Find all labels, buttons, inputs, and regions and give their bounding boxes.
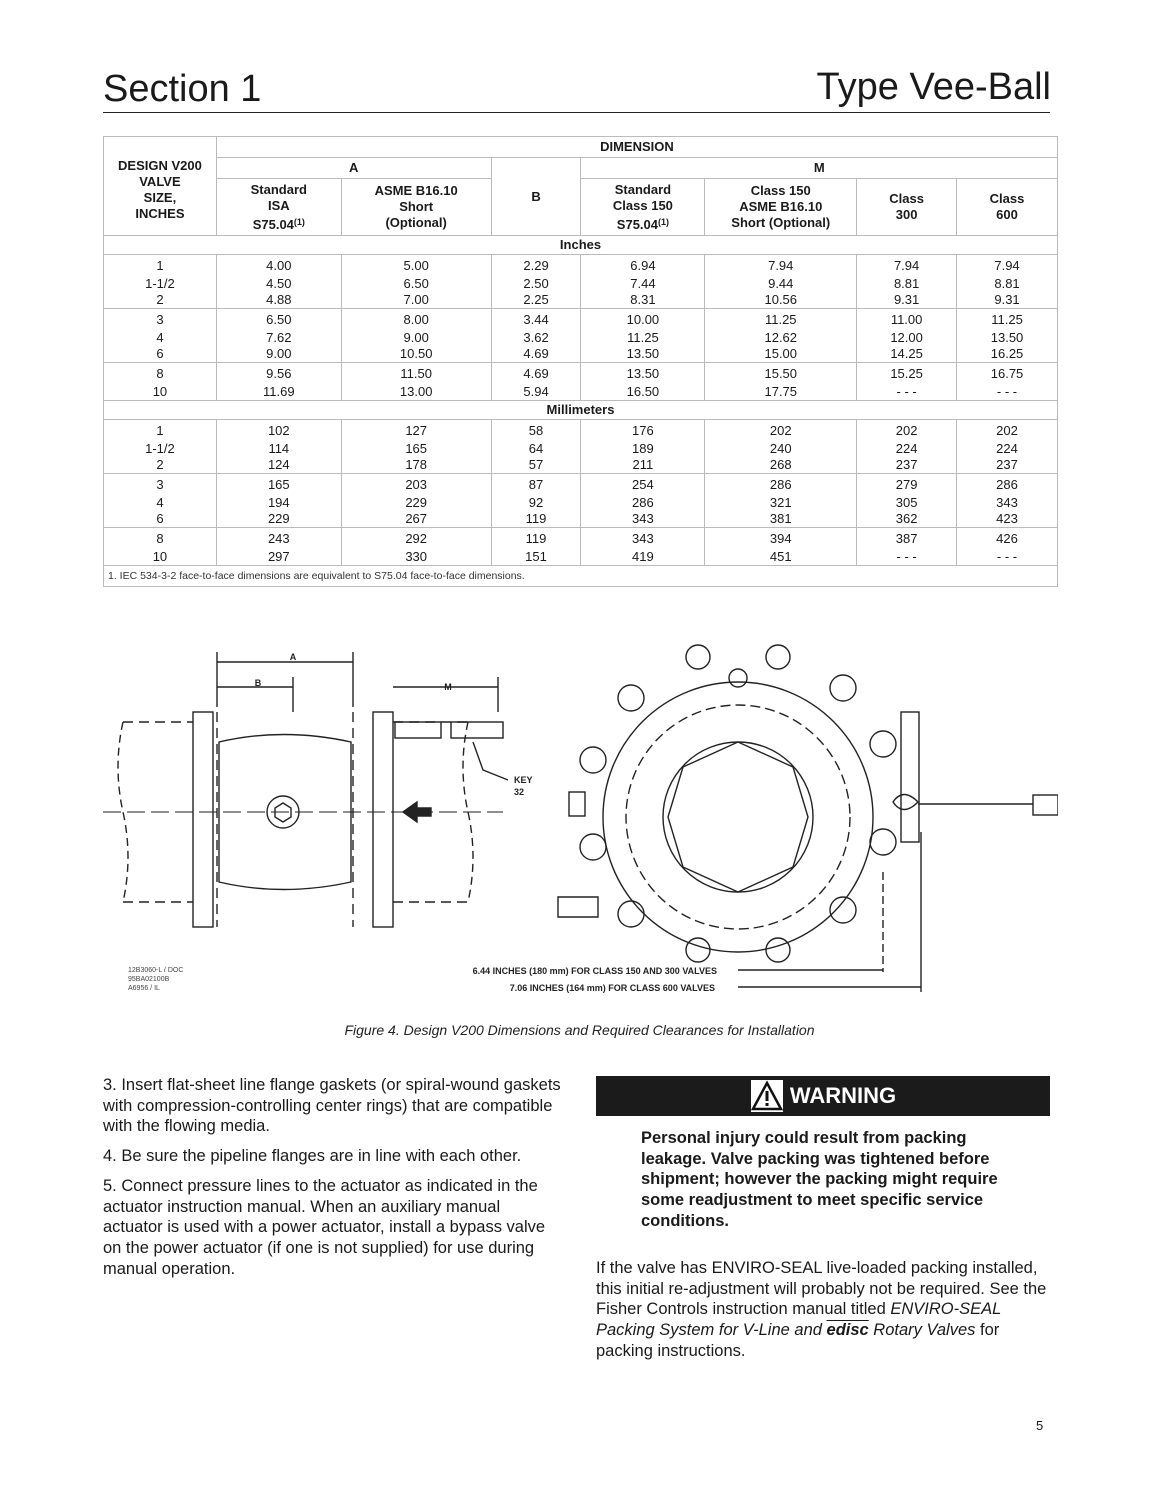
cell-m-150: 394 bbox=[705, 528, 857, 550]
cell-a-asme: 330 bbox=[341, 549, 491, 566]
cell-m-std: 8.31 bbox=[581, 292, 705, 309]
cell-a-asme: 6.50 bbox=[341, 276, 491, 292]
cell-size: 1-1/2 bbox=[104, 441, 217, 457]
step-3: 3. Insert flat-sheet line flange gaskets (or spiral-wound gaskets with compression-controlling center rings) that are compatible with the flowing media. bbox=[103, 1076, 561, 1136]
cell-a-std: 4.00 bbox=[216, 255, 341, 277]
cell-size: 6 bbox=[104, 346, 217, 363]
side-view-drawing bbox=[103, 652, 508, 927]
cell-a-asme: 9.00 bbox=[341, 330, 491, 346]
cell-m-std: 6.94 bbox=[581, 255, 705, 277]
cell-m-std: 254 bbox=[581, 474, 705, 496]
cell-m-600: 9.31 bbox=[957, 292, 1058, 309]
cell-m-600: 224 bbox=[957, 441, 1058, 457]
cell-a-std: 9.56 bbox=[216, 363, 341, 385]
cell-b: 57 bbox=[491, 457, 581, 474]
cell-m-600: 11.25 bbox=[957, 309, 1058, 331]
cell-m-std: 419 bbox=[581, 549, 705, 566]
warning-title: WARNING bbox=[789, 1083, 897, 1108]
cell-m-150: 240 bbox=[705, 441, 857, 457]
cell-m-600: - - - bbox=[957, 384, 1058, 401]
cell-m-600: 237 bbox=[957, 457, 1058, 474]
label-a: A bbox=[289, 652, 297, 662]
drawing-number-1: 12B3060-L / DOC bbox=[128, 967, 184, 974]
cell-size: 10 bbox=[104, 549, 217, 566]
cell-m-300: 12.00 bbox=[857, 330, 957, 346]
cell-b: 2.50 bbox=[491, 276, 581, 292]
cell-m-600: 16.75 bbox=[957, 363, 1058, 385]
cell-m-150: 11.25 bbox=[705, 309, 857, 331]
key-label: KEY bbox=[514, 775, 533, 785]
drawing-number-2: 95BA02100B bbox=[128, 976, 170, 983]
cell-m-150: 15.00 bbox=[705, 346, 857, 363]
table-footnote: 1. IEC 534-3-2 face-to-face dimensions are equivalent to S75.04 face-to-face dimensions. bbox=[104, 566, 1058, 587]
table-row bbox=[104, 276, 1058, 292]
cell-a-std: 4.50 bbox=[216, 276, 341, 292]
cell-m-300: 237 bbox=[857, 457, 957, 474]
cell-size: 3 bbox=[104, 309, 217, 331]
table-row bbox=[104, 511, 1058, 528]
cell-m-std: 343 bbox=[581, 528, 705, 550]
cell-m-std: 211 bbox=[581, 457, 705, 474]
cell-m-150: 7.94 bbox=[705, 255, 857, 277]
cell-m-150: 286 bbox=[705, 474, 857, 496]
table-row bbox=[104, 474, 1058, 496]
cell-b: 151 bbox=[491, 549, 581, 566]
cell-b: 58 bbox=[491, 420, 581, 442]
cell-m-300: 387 bbox=[857, 528, 957, 550]
cell-m-300: 8.81 bbox=[857, 276, 957, 292]
m-std-header: Standard Class 150 S75.04$^{(1)}$ bbox=[581, 179, 705, 236]
cell-size: 2 bbox=[104, 292, 217, 309]
cell-m-300: 362 bbox=[857, 511, 957, 528]
clearance-150-300: 6.44 INCHES (180 mm) FOR CLASS 150 AND 300 VALVES bbox=[472, 966, 717, 976]
cell-a-asme: 292 bbox=[341, 528, 491, 550]
cell-m-std: 11.25 bbox=[581, 330, 705, 346]
cell-size: 10 bbox=[104, 384, 217, 401]
cell-size: 1-1/2 bbox=[104, 276, 217, 292]
table-row bbox=[104, 528, 1058, 550]
warning-body: If the valve has ENVIRO-SEAL live-loaded packing installed, this initial re-adjustment will probably not be required. See the Fisher Controls instruction manual titled ENVIRO-SEAL Packing System for V-Line and edisc Rotary Valves for packing instructions. bbox=[596, 1259, 1047, 1360]
table-row bbox=[104, 346, 1058, 363]
cell-m-300: 202 bbox=[857, 420, 957, 442]
cell-a-std: 11.69 bbox=[216, 384, 341, 401]
figure-caption: Figure 4. Design V200 Dimensions and Required Clearances for Installation bbox=[344, 1022, 815, 1038]
cell-m-300: - - - bbox=[857, 384, 957, 401]
cell-m-std: 10.00 bbox=[581, 309, 705, 331]
table-row bbox=[104, 457, 1058, 474]
cell-m-150: 17.75 bbox=[705, 384, 857, 401]
cell-m-std: 16.50 bbox=[581, 384, 705, 401]
cell-m-150: 202 bbox=[705, 420, 857, 442]
label-b: B bbox=[254, 678, 262, 688]
cell-m-600: 13.50 bbox=[957, 330, 1058, 346]
table-row bbox=[104, 363, 1058, 385]
m-150-header: Class 150 ASME B16.10 Short (Optional) bbox=[705, 179, 857, 236]
warning-triangle-icon bbox=[750, 1079, 784, 1113]
header-rule bbox=[103, 112, 1050, 113]
cell-m-600: 426 bbox=[957, 528, 1058, 550]
end-view-drawing bbox=[558, 645, 1058, 992]
cell-size: 8 bbox=[104, 363, 217, 385]
cell-size: 4 bbox=[104, 330, 217, 346]
cell-a-std: 124 bbox=[216, 457, 341, 474]
cell-m-150: 381 bbox=[705, 511, 857, 528]
table-row bbox=[104, 549, 1058, 566]
cell-m-300: 7.94 bbox=[857, 255, 957, 277]
cell-m-150: 12.62 bbox=[705, 330, 857, 346]
cell-a-asme: 267 bbox=[341, 511, 491, 528]
cell-size: 3 bbox=[104, 474, 217, 496]
cell-b: 2.25 bbox=[491, 292, 581, 309]
cell-m-600: 286 bbox=[957, 474, 1058, 496]
warning-bold-text: Personal injury could result from packing leakage. Valve packing was tightened before shipment; however the packing might require some readjustment to meet specific service conditions. bbox=[641, 1129, 998, 1230]
cell-m-300: 14.25 bbox=[857, 346, 957, 363]
cell-a-asme: 5.00 bbox=[341, 255, 491, 277]
cell-a-asme: 203 bbox=[341, 474, 491, 496]
cell-a-asme: 11.50 bbox=[341, 363, 491, 385]
cell-a-std: 4.88 bbox=[216, 292, 341, 309]
cell-m-300: 11.00 bbox=[857, 309, 957, 331]
cell-a-asme: 165 bbox=[341, 441, 491, 457]
group-a-header: A bbox=[216, 158, 491, 179]
cell-m-std: 13.50 bbox=[581, 363, 705, 385]
step-4: 4. Be sure the pipeline flanges are in line with each other. bbox=[103, 1147, 522, 1166]
cell-m-std: 13.50 bbox=[581, 346, 705, 363]
cell-b: 5.94 bbox=[491, 384, 581, 401]
table-row bbox=[104, 384, 1058, 401]
a-std-header: Standard ISA S75.04$^{(1)}$ bbox=[216, 179, 341, 236]
m-300-header: Class 300 bbox=[857, 179, 957, 236]
cell-m-600: - - - bbox=[957, 549, 1058, 566]
cell-a-std: 114 bbox=[216, 441, 341, 457]
table-row bbox=[104, 495, 1058, 511]
cell-b: 64 bbox=[491, 441, 581, 457]
cell-a-std: 297 bbox=[216, 549, 341, 566]
cell-m-150: 10.56 bbox=[705, 292, 857, 309]
cell-m-300: 15.25 bbox=[857, 363, 957, 385]
cell-b: 119 bbox=[491, 511, 581, 528]
cell-m-std: 343 bbox=[581, 511, 705, 528]
table-row bbox=[104, 330, 1058, 346]
cell-m-600: 343 bbox=[957, 495, 1058, 511]
cell-size: 8 bbox=[104, 528, 217, 550]
cell-b: 92 bbox=[491, 495, 581, 511]
cell-m-150: 268 bbox=[705, 457, 857, 474]
cell-m-600: 202 bbox=[957, 420, 1058, 442]
cell-a-std: 229 bbox=[216, 511, 341, 528]
cell-m-150: 9.44 bbox=[705, 276, 857, 292]
cell-m-600: 423 bbox=[957, 511, 1058, 528]
cell-size: 1 bbox=[104, 255, 217, 277]
cell-m-300: 305 bbox=[857, 495, 957, 511]
m-600-header: Class 600 bbox=[957, 179, 1058, 236]
cell-a-std: 194 bbox=[216, 495, 341, 511]
cell-size: 1 bbox=[104, 420, 217, 442]
a-asme-header: ASME B16.10 Short (Optional) bbox=[341, 179, 491, 236]
cell-a-std: 102 bbox=[216, 420, 341, 442]
dimension-header: DIMENSION bbox=[216, 137, 1057, 158]
cell-a-asme: 8.00 bbox=[341, 309, 491, 331]
cell-a-std: 243 bbox=[216, 528, 341, 550]
cell-m-600: 8.81 bbox=[957, 276, 1058, 292]
cell-m-std: 286 bbox=[581, 495, 705, 511]
cell-m-600: 16.25 bbox=[957, 346, 1058, 363]
table-row bbox=[104, 441, 1058, 457]
inches-section-label: Inches bbox=[104, 236, 1058, 255]
table-row bbox=[104, 309, 1058, 331]
cell-m-std: 189 bbox=[581, 441, 705, 457]
group-m-header: M bbox=[581, 158, 1058, 179]
cell-size: 2 bbox=[104, 457, 217, 474]
table-row bbox=[104, 420, 1058, 442]
cell-m-300: 9.31 bbox=[857, 292, 957, 309]
label-m: M bbox=[444, 682, 452, 692]
header-product: Type Vee-Ball bbox=[816, 66, 1051, 108]
cell-a-std: 9.00 bbox=[216, 346, 341, 363]
cell-size: 4 bbox=[104, 495, 217, 511]
cell-m-std: 176 bbox=[581, 420, 705, 442]
installation-figure bbox=[103, 632, 1058, 1002]
step-5: 5. Connect pressure lines to the actuator as indicated in the actuator instruction manual. When an auxiliary manual actuator is used with a power actuator, install a bypass valve on the power actuator (if one is not supplied) for use during manual operation. bbox=[103, 1176, 546, 1278]
cell-size: 6 bbox=[104, 511, 217, 528]
cell-b: 119 bbox=[491, 528, 581, 550]
cell-a-asme: 10.50 bbox=[341, 346, 491, 363]
mm-section-label: Millimeters bbox=[104, 401, 1058, 420]
cell-a-asme: 7.00 bbox=[341, 292, 491, 309]
cell-a-std: 6.50 bbox=[216, 309, 341, 331]
table-row bbox=[104, 292, 1058, 309]
clearance-600: 7.06 INCHES (164 mm) FOR CLASS 600 VALVES bbox=[509, 983, 715, 993]
cell-a-asme: 229 bbox=[341, 495, 491, 511]
cell-m-300: 279 bbox=[857, 474, 957, 496]
table-row bbox=[104, 255, 1058, 277]
header-section: Section 1 bbox=[103, 68, 262, 110]
cell-m-150: 321 bbox=[705, 495, 857, 511]
cell-a-std: 165 bbox=[216, 474, 341, 496]
cell-m-600: 7.94 bbox=[957, 255, 1058, 277]
design-col-header: DESIGN V200 VALVE SIZE, INCHES bbox=[104, 137, 217, 236]
page-number: 5 bbox=[1036, 1418, 1044, 1433]
cell-b: 4.69 bbox=[491, 363, 581, 385]
cell-b: 3.62 bbox=[491, 330, 581, 346]
b-header: B bbox=[491, 158, 581, 236]
cell-a-asme: 127 bbox=[341, 420, 491, 442]
dimension-table bbox=[103, 136, 1058, 587]
key-number: 32 bbox=[514, 787, 525, 797]
cell-m-150: 15.50 bbox=[705, 363, 857, 385]
warning-banner bbox=[596, 1076, 1050, 1116]
cell-m-std: 7.44 bbox=[581, 276, 705, 292]
cell-m-150: 451 bbox=[705, 549, 857, 566]
cell-b: 4.69 bbox=[491, 346, 581, 363]
drawing-number-3: A6956 / IL bbox=[128, 985, 160, 992]
cell-m-300: 224 bbox=[857, 441, 957, 457]
cell-m-300: - - - bbox=[857, 549, 957, 566]
cell-a-asme: 13.00 bbox=[341, 384, 491, 401]
cell-b: 3.44 bbox=[491, 309, 581, 331]
cell-b: 87 bbox=[491, 474, 581, 496]
cell-a-std: 7.62 bbox=[216, 330, 341, 346]
cell-b: 2.29 bbox=[491, 255, 581, 277]
cell-a-asme: 178 bbox=[341, 457, 491, 474]
installation-steps bbox=[103, 1075, 561, 1288]
